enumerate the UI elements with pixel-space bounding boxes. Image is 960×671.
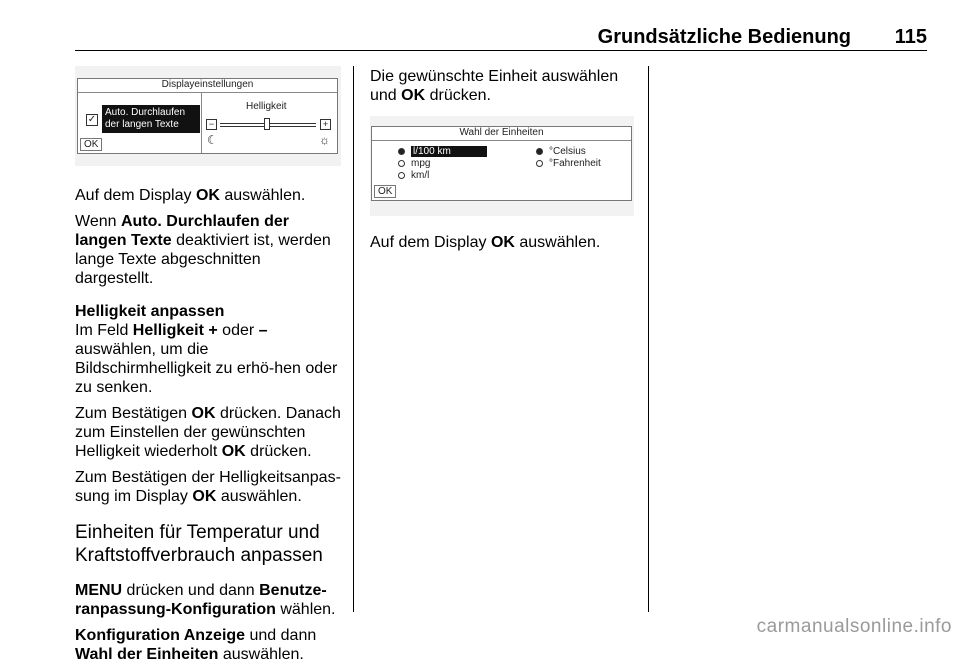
brightness-plus-button[interactable]: + xyxy=(320,119,331,130)
column-2-bottom xyxy=(370,233,636,259)
column-1 xyxy=(75,186,343,671)
page-header xyxy=(75,0,927,51)
column-divider-2 xyxy=(648,66,649,612)
sun-icon: ☼ xyxy=(319,133,330,147)
paragraph: Die gewünschte Einheit auswählen und OK drücken. xyxy=(370,68,619,104)
brightness-minus-button[interactable]: − xyxy=(206,119,217,130)
paragraph: Zum Bestätigen der Helligkeitsanpas-sung im Display OK auswählen. xyxy=(75,469,341,505)
brightness-label: Helligkeit xyxy=(246,101,287,112)
screen-title: Wahl der Einheiten xyxy=(372,127,631,141)
column-divider-1 xyxy=(353,66,354,612)
ok-button[interactable]: OK xyxy=(80,138,102,151)
paragraph: Auf dem Display OK auswählen. xyxy=(75,187,306,204)
section-heading-units: Einheiten für Temperatur und Kraftstoffverbrauch anpassen xyxy=(75,522,323,566)
moon-icon: ☾ xyxy=(207,133,218,147)
column-2-top xyxy=(370,67,636,112)
page-number: 115 xyxy=(894,26,927,48)
option-kml[interactable]: km/l xyxy=(398,170,429,182)
radio-icon xyxy=(536,160,543,167)
option-label-line1: Auto. Durchlaufen xyxy=(105,107,186,118)
paragraph: Zum Bestätigen OK drücken. Danach zum Einstellen der gewünschten Helligkeit wiederholt OK drücken. xyxy=(75,405,341,460)
units-screen xyxy=(371,126,632,201)
radio-icon xyxy=(398,172,405,179)
radio-selected-icon xyxy=(398,148,405,155)
figure-display-settings xyxy=(75,66,341,166)
paragraph: Wenn Auto. Durchlaufen der langen Texte deaktiviert ist, werden lange Texte abgeschnitten dargestellt. xyxy=(75,213,331,287)
ok-button[interactable]: OK xyxy=(374,185,396,198)
header-title: Grundsätzliche Bedienung xyxy=(597,26,851,48)
paragraph: Konfiguration Anzeige und dann Wahl der Einheiten auswählen. xyxy=(75,627,317,663)
section-heading-brightness: Helligkeit anpassen xyxy=(75,303,225,320)
option-celsius[interactable]: °Celsius xyxy=(536,146,586,158)
radio-icon xyxy=(398,160,405,167)
paragraph: MENU drücken und dann Benutze-ranpassung-Konfiguration wählen. xyxy=(75,582,336,618)
option-fahrenheit[interactable]: °Fahrenheit xyxy=(536,158,601,170)
paragraph: Im Feld Helligkeit + oder – auswählen, um die Bildschirmhelligkeit zu erhö-hen oder zu senken. xyxy=(75,322,338,396)
screen-title: Displayeinstellungen xyxy=(78,79,337,93)
display-settings-screen xyxy=(77,78,338,154)
watermark: carmanualsonline.info xyxy=(756,616,952,637)
screen-divider xyxy=(201,93,202,153)
brightness-slider-handle[interactable] xyxy=(264,118,270,130)
paragraph: Auf dem Display OK auswählen. xyxy=(370,234,601,251)
radio-selected-icon xyxy=(536,148,543,155)
option-l100km[interactable]: l/100 km xyxy=(398,146,487,158)
option-label-line2: der langen Texte xyxy=(105,119,179,130)
checkbox-checked[interactable]: ✓ xyxy=(87,114,97,125)
scroll-text-option[interactable] xyxy=(102,105,200,133)
option-mpg[interactable]: mpg xyxy=(398,158,430,170)
figure-units xyxy=(370,116,634,216)
